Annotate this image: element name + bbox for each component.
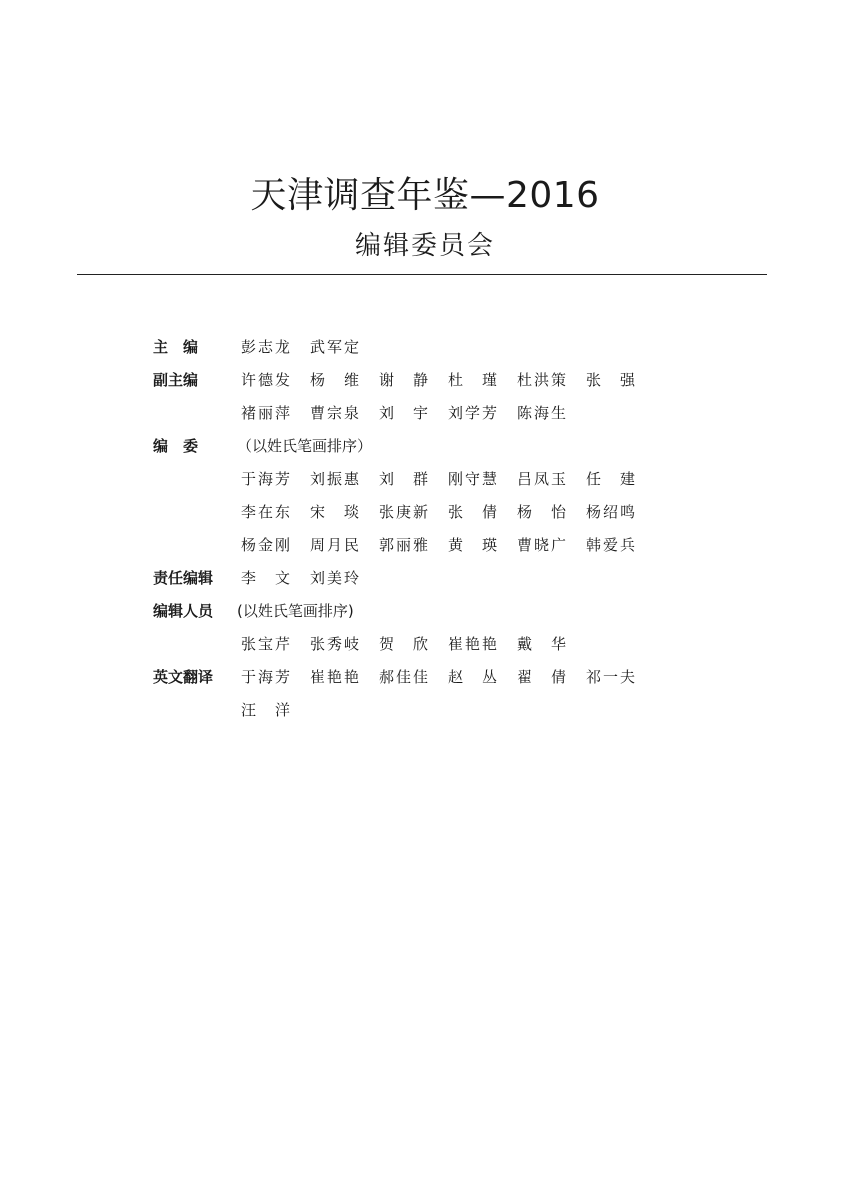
committee-row [153, 496, 673, 529]
role-label: 副主编 [153, 371, 199, 389]
editorial-board-list [153, 331, 673, 727]
person-name: 刘美玲 [310, 569, 359, 587]
person-name: 张 倩 [448, 503, 497, 521]
person-name: 刘 宇 [379, 404, 428, 422]
name-list [241, 529, 655, 562]
person-name: 杨金刚 [241, 536, 290, 554]
person-name: 翟 倩 [517, 668, 566, 686]
role-label: 编辑人员 [153, 602, 214, 620]
ordering-note: (以姓氏笔画排序) [237, 602, 354, 620]
person-name: 刘振惠 [310, 470, 359, 488]
person-name: 刘学芳 [448, 404, 497, 422]
person-name: 许德发 [241, 371, 290, 389]
role-label: 编 委 [153, 437, 199, 455]
person-name: 张 强 [586, 371, 635, 389]
person-name: 祁一夫 [586, 668, 635, 686]
person-name: 武军定 [310, 338, 359, 356]
person-name: 崔艳艳 [448, 635, 497, 653]
person-name: 赵 丛 [448, 668, 497, 686]
person-name: 李在东 [241, 503, 290, 521]
ordering-note: （以姓氏笔画排序） [237, 437, 373, 455]
person-name: 郭丽雅 [379, 536, 428, 554]
translator-row-continued [153, 694, 673, 727]
name-list [241, 628, 586, 661]
deputy-chief-editor-row [153, 364, 673, 397]
person-name: 张秀岐 [310, 635, 359, 653]
person-name: 杜洪策 [517, 371, 566, 389]
person-name: 贺 欣 [379, 635, 428, 653]
editorial-staff-heading-row [153, 595, 673, 628]
name-list [241, 331, 379, 364]
person-name: 彭志龙 [241, 338, 290, 356]
person-name: 刚守慧 [448, 470, 497, 488]
person-name: 黄 瑛 [448, 536, 497, 554]
person-name: 宋 琰 [310, 503, 359, 521]
person-name: 戴 华 [517, 635, 566, 653]
person-name: 郝佳佳 [379, 668, 428, 686]
translator-row [153, 661, 673, 694]
page-title: 天津调查年鉴—2016 [250, 175, 600, 216]
chief-editor-row [153, 331, 673, 364]
person-name: 杜 瑾 [448, 371, 497, 389]
person-name: 褚丽萍 [241, 404, 290, 422]
person-name: 刘 群 [379, 470, 428, 488]
person-name: 张庚新 [379, 503, 428, 521]
person-name: 韩爱兵 [586, 536, 635, 554]
committee-row [153, 463, 673, 496]
person-name: 周月民 [310, 536, 359, 554]
page-subtitle: 编辑委员会 [354, 231, 495, 261]
committee-heading-row [153, 430, 673, 463]
name-list [241, 496, 655, 529]
person-name: 任 建 [586, 470, 635, 488]
person-name: 吕凤玉 [517, 470, 566, 488]
person-name: 杨 维 [310, 371, 359, 389]
committee-row [153, 529, 673, 562]
person-name: 杨绍鸣 [586, 503, 635, 521]
person-name: 汪 洋 [241, 701, 290, 719]
person-name: 于海芳 [241, 470, 290, 488]
name-list [241, 397, 586, 430]
person-name: 曹晓广 [517, 536, 566, 554]
role-label: 英文翻译 [153, 668, 214, 686]
person-name: 杨 怡 [517, 503, 566, 521]
role-label: 责任编辑 [153, 569, 214, 587]
deputy-chief-editor-row-continued [153, 397, 673, 430]
role-label: 主 编 [153, 338, 199, 356]
editorial-staff-row [153, 628, 673, 661]
name-list [241, 661, 655, 694]
name-list [241, 562, 379, 595]
name-list [241, 694, 310, 727]
person-name: 张宝芹 [241, 635, 290, 653]
title-divider [77, 274, 767, 275]
name-list [241, 463, 655, 496]
person-name: 于海芳 [241, 668, 290, 686]
person-name: 谢 静 [379, 371, 428, 389]
person-name: 崔艳艳 [310, 668, 359, 686]
person-name: 曹宗泉 [310, 404, 359, 422]
name-list [241, 364, 655, 397]
person-name: 陈海生 [517, 404, 566, 422]
person-name: 李 文 [241, 569, 290, 587]
responsible-editor-row [153, 562, 673, 595]
